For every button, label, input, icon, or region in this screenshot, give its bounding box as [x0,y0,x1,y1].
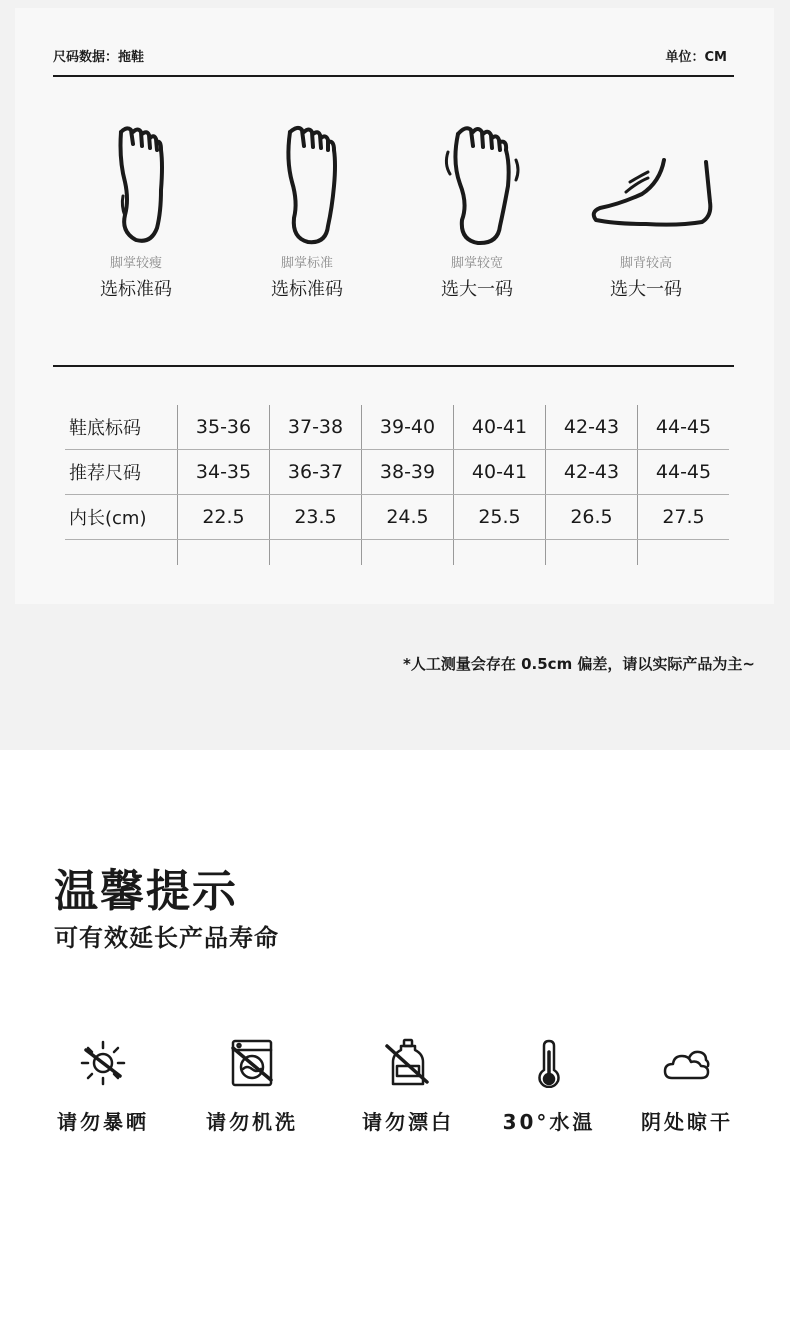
wide-foot-icon [432,120,522,250]
foot-main-high-instep: 选大一码 [610,279,682,300]
high-instep-foot-icon [586,120,716,250]
care-item-shade-dry [622,1038,752,1135]
care-item-no-bleach [343,1038,473,1135]
table-cell: 26.5 [546,495,638,540]
narrow-foot-icon [91,120,181,250]
care-label: 阴处晾干 [641,1110,733,1134]
foot-main-narrow: 选标准码 [100,279,172,300]
care-label: 请勿漂白 [362,1110,454,1134]
foot-sub-narrow: 脚掌较瘦 [109,256,162,271]
care-item-no-machine-wash [187,1038,317,1135]
foot-main-wide: 选大一码 [441,279,513,300]
tips-title: 温馨提示 [54,866,238,917]
care-item-water-temp [484,1038,614,1135]
table-cell: 44-45 [638,405,730,450]
empty-cell [362,540,454,566]
table-cell: 22.5 [178,495,270,540]
care-label: 30°水温 [502,1110,596,1134]
care-label: 请勿暴晒 [57,1110,149,1134]
row-label: 推荐尺码 [65,450,178,495]
foot-guide-high-instep [586,120,706,301]
care-label: 请勿机洗 [206,1110,298,1134]
row-label: 内长(cm) [65,495,178,540]
empty-cell [638,540,730,566]
top-divider [53,75,734,77]
table-cell: 35-36 [178,405,270,450]
empty-cell [65,540,178,566]
table-cell: 34-35 [178,450,270,495]
middle-divider [53,365,734,367]
table-cell: 42-43 [546,450,638,495]
table-row [65,495,729,540]
table-cell: 36-37 [270,450,362,495]
no-bleach-icon [383,1038,433,1088]
tips-subtitle: 可有效延长产品寿命 [54,924,279,952]
table-row-empty [65,540,729,566]
foot-guide-standard [247,120,367,301]
empty-cell [270,540,362,566]
table-cell: 27.5 [638,495,730,540]
foot-main-standard: 选标准码 [271,279,343,300]
care-item-no-sun [38,1038,168,1135]
standard-foot-icon [262,120,352,250]
size-table [65,405,729,565]
thermometer-icon [524,1038,574,1088]
foot-sub-wide: 脚掌较宽 [450,256,503,271]
table-row [65,450,729,495]
unit-label: 单位：CM [665,50,727,65]
table-cell: 40-41 [454,450,546,495]
empty-cell [546,540,638,566]
table-cell: 37-38 [270,405,362,450]
table-cell: 42-43 [546,405,638,450]
table-cell: 38-39 [362,450,454,495]
no-sun-icon [78,1038,128,1088]
foot-guide-narrow [76,120,196,301]
foot-sub-standard: 脚掌标准 [280,256,333,271]
size-data-title: 尺码数据：拖鞋 [53,50,145,65]
table-row [65,405,729,450]
table-cell: 44-45 [638,450,730,495]
table-cell: 25.5 [454,495,546,540]
foot-sub-high-instep: 脚背较高 [619,256,672,271]
row-label: 鞋底标码 [65,405,178,450]
foot-guide-wide [417,120,537,301]
table-cell: 23.5 [270,495,362,540]
empty-cell [178,540,270,566]
empty-cell [454,540,546,566]
table-cell: 40-41 [454,405,546,450]
cloud-icon [662,1038,712,1088]
table-cell: 39-40 [362,405,454,450]
measurement-note: *人工测量会存在 0.5cm 偏差，请以实际产品为主~ [403,655,755,673]
no-machine-wash-icon [227,1038,277,1088]
table-cell: 24.5 [362,495,454,540]
